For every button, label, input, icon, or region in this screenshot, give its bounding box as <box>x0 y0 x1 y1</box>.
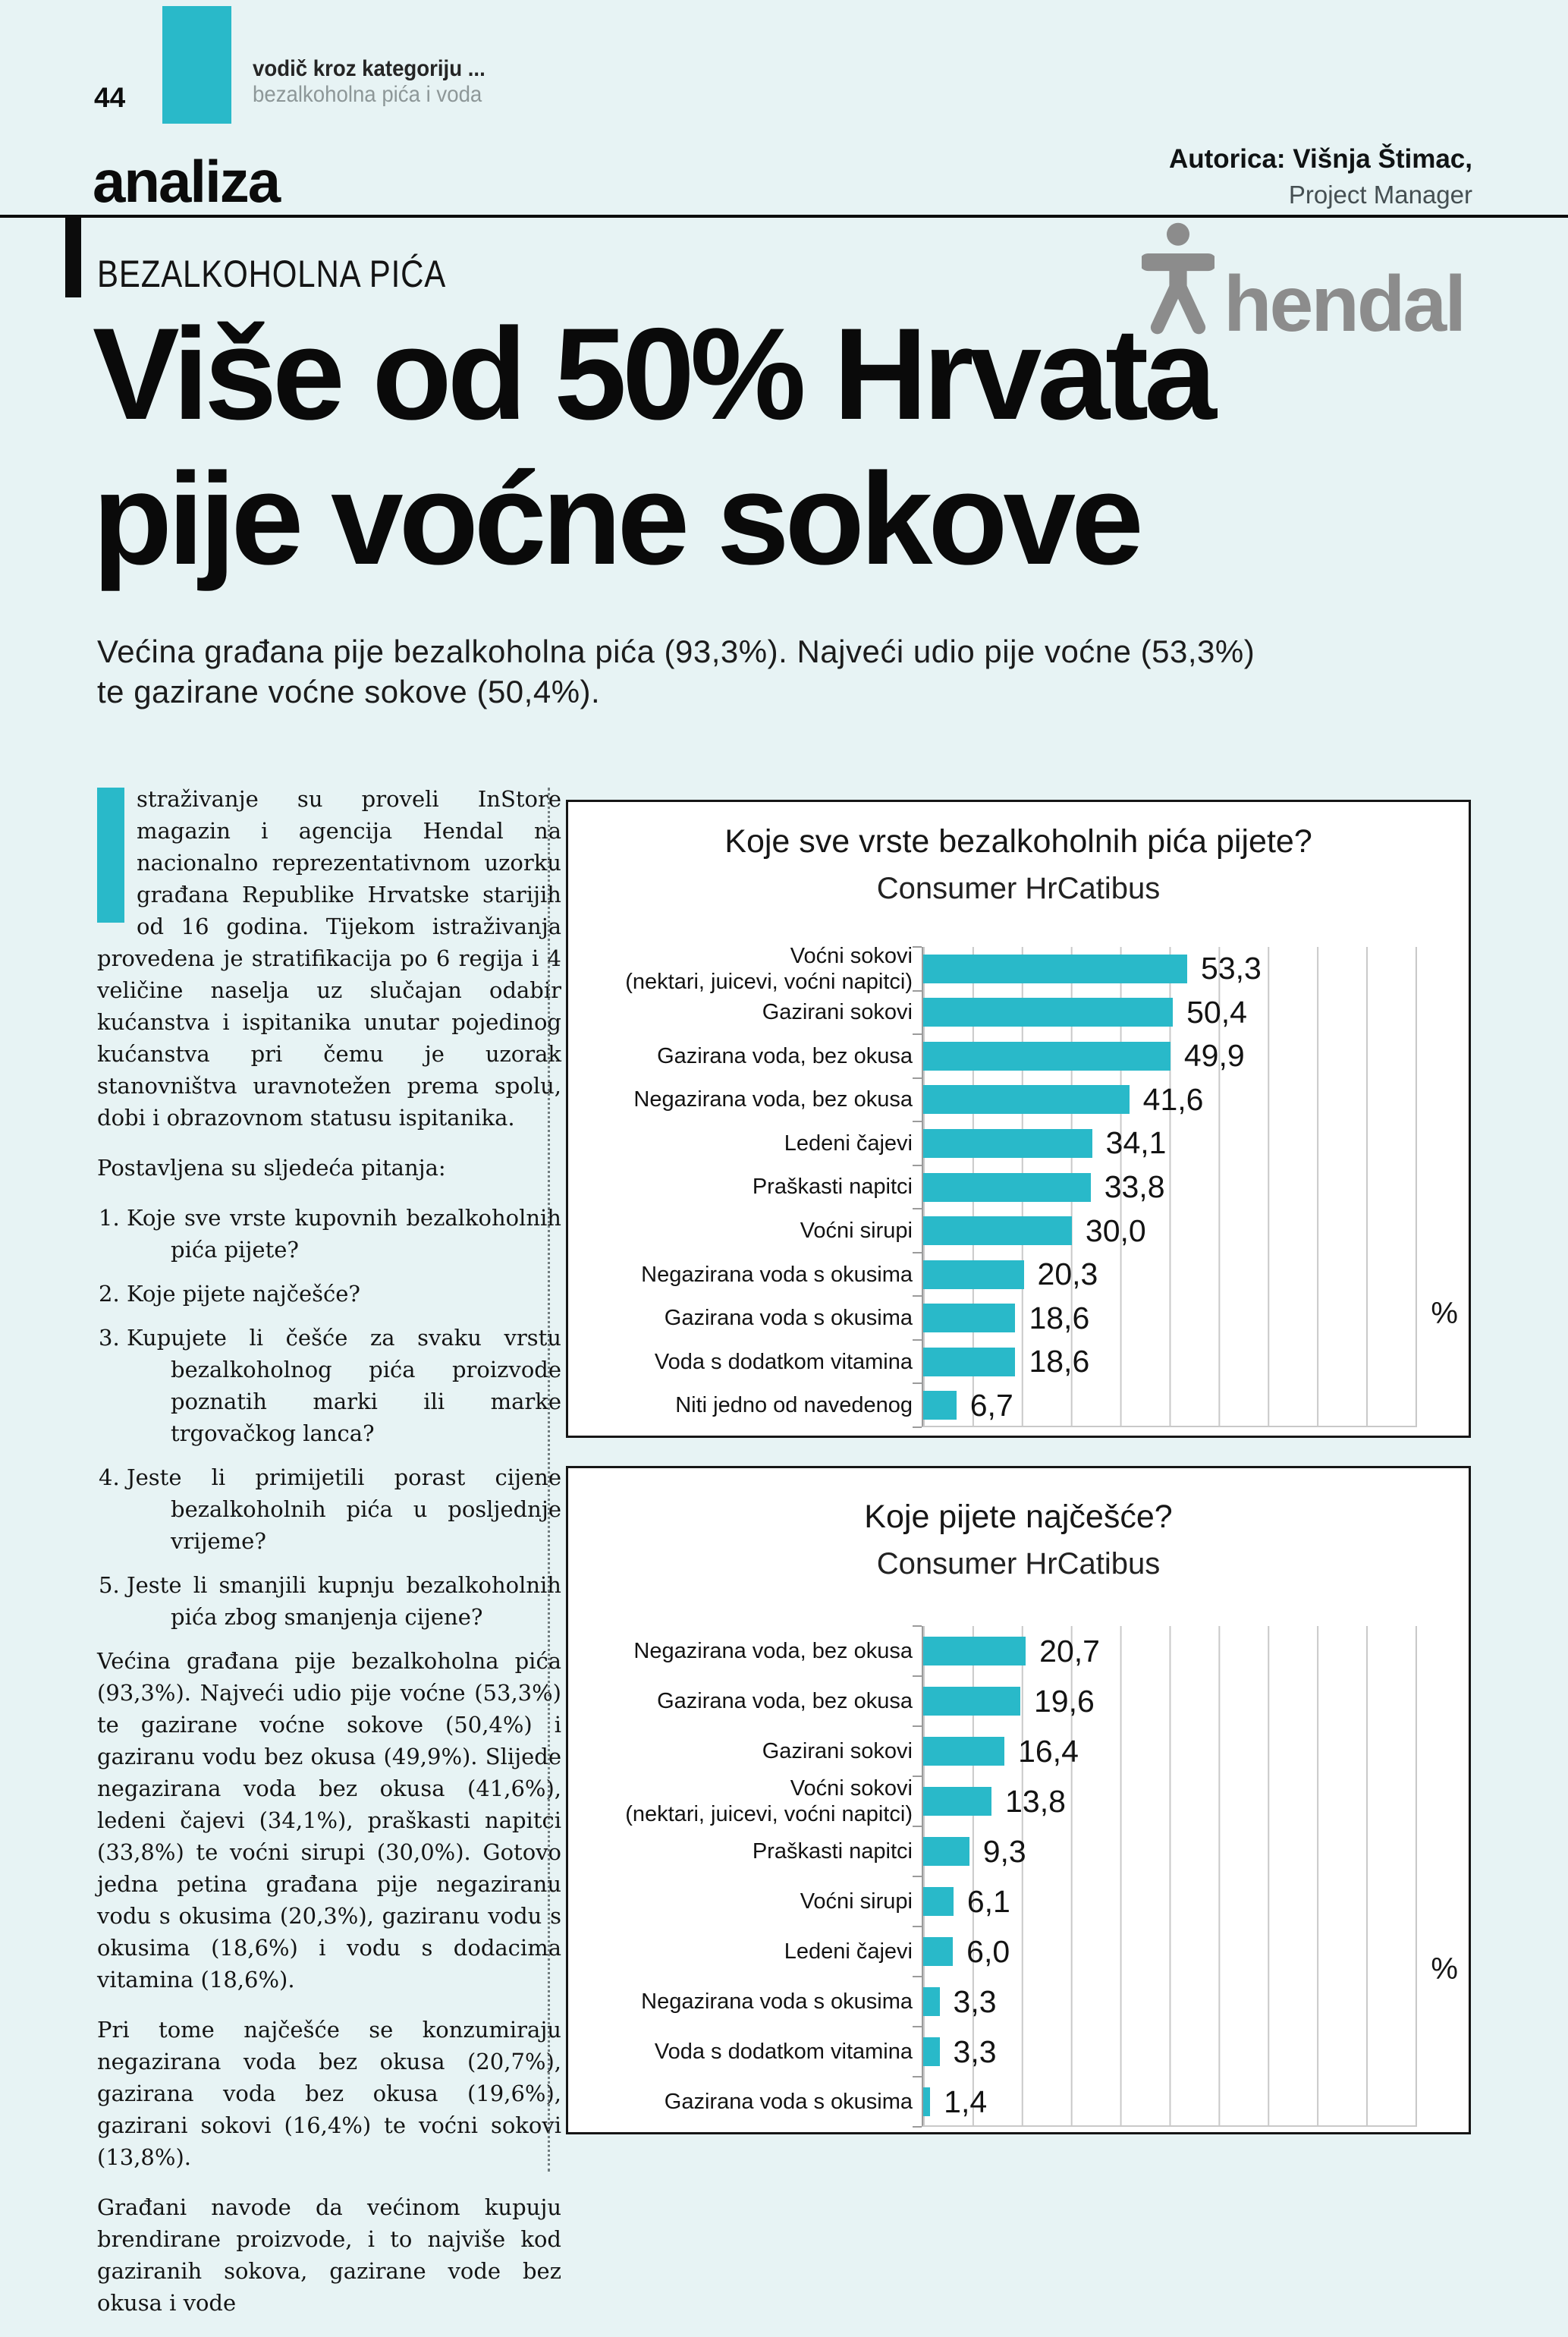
value-label: 1,4 <box>944 2084 988 2119</box>
axis-tick <box>913 1295 922 1297</box>
axis-tick <box>913 2126 922 2128</box>
axis-tick <box>913 946 922 948</box>
value-label: 33,8 <box>1104 1168 1165 1204</box>
article-body-column <box>97 783 561 2337</box>
axis-tick <box>913 1252 922 1253</box>
bar <box>923 1837 969 1866</box>
category-label: Voda s dodatkom vitamina <box>654 2040 913 2064</box>
bar <box>923 1987 940 2016</box>
body-paragraph-1: straživanje su proveli InStore magazin i agencija Hendal na nacionalno reprezentativnom uzorku građana Republike Hrvatske starijih od 16 godina. Tijekom istraživanja provedena je stratifikacija po 6 regija i 4 veličine naselja uz slučajan odabir kućanstva i ispitanika unutar pojedinog kućanstva pri čemu je uzorak stanovništva uravnotežen prema spolu, dobi i obrazovnom statusu ispitanika. <box>97 786 561 1131</box>
category-label: Ledeni čajevi <box>784 1939 913 1964</box>
axis-tick <box>913 1976 922 1977</box>
category-label: Gazirana voda s okusima <box>664 1306 913 1331</box>
chart-box-drink-types <box>566 800 1471 1438</box>
category-label: Gazirana voda, bez okusa <box>657 1043 913 1068</box>
bar <box>923 1787 991 1816</box>
category-label: Voćni sokovi (nektari, juicevi, voćni napitci) <box>625 943 913 994</box>
bar <box>923 1173 1091 1202</box>
axis-tick <box>913 1339 922 1341</box>
category-label: Voćni sokovi (nektari, juicevi, voćni napitci) <box>625 1776 913 1826</box>
category-accent-bar <box>65 215 81 297</box>
bar <box>923 998 1173 1027</box>
teal-accent-square <box>162 6 231 124</box>
axis-tick <box>913 1725 922 1727</box>
category-label: Ledeni čajevi <box>784 1131 913 1156</box>
article-title-line-2: pije voćne sokove <box>93 446 1139 592</box>
category-label: Negazirana voda s okusima <box>641 1989 913 2014</box>
bar <box>923 1887 954 1916</box>
category-label: Negazirana voda s okusima <box>641 1262 913 1287</box>
header-divider <box>0 215 1568 218</box>
questions-intro: Postavljena su sljedeća pitanja: <box>97 1155 446 1181</box>
category-label: Gazirani sokovi <box>762 1739 913 1763</box>
question-number: 2. <box>99 1281 120 1307</box>
axis-tick <box>913 1165 922 1166</box>
axis-tick <box>913 990 922 992</box>
unit-label: % <box>1431 1297 1458 1330</box>
value-label: 16,4 <box>1018 1733 1079 1769</box>
questions-list <box>97 1202 561 1633</box>
question-item: 4. Jeste li primijetili porast cijene bezalkoholnih pića u posljednje vrijeme? <box>97 1461 561 1557</box>
plot-area <box>922 947 1417 1427</box>
bar <box>923 1129 1092 1158</box>
axis-tick <box>913 1826 922 1827</box>
drop-cap-block <box>97 788 124 923</box>
bar <box>923 1687 1020 1716</box>
value-label: 49,9 <box>1183 1038 1245 1074</box>
bar <box>923 1348 1015 1376</box>
bar <box>923 1260 1024 1289</box>
plot-area <box>922 1626 1417 2127</box>
axis-tick <box>913 1776 922 1777</box>
value-label: 18,6 <box>1029 1344 1090 1379</box>
category-label: Voćni sirupi <box>800 1889 913 1914</box>
question-number: 4. <box>99 1464 120 1490</box>
value-label: 3,3 <box>953 2033 997 2069</box>
author-role: Project Manager <box>1288 181 1472 209</box>
bar <box>923 2087 930 2116</box>
bar <box>923 1391 957 1420</box>
category-label: Negazirana voda, bez okusa <box>633 1639 913 1663</box>
bar <box>923 1637 1026 1665</box>
axis-tick <box>913 1926 922 1927</box>
axis-tick <box>913 2076 922 2078</box>
bar <box>923 955 1187 983</box>
chart-box-most-often <box>566 1466 1471 2134</box>
axis-tick <box>913 1121 922 1122</box>
axis-tick <box>913 1675 922 1677</box>
body-paragraph-3: Pri tome najčešće se konzumiraju negazirana voda bez okusa (20,7%), gazirana voda bez okusa (19,6%), gazirani sokovi (16,4%) te voćni sokovi (13,8%). <box>97 2017 561 2170</box>
value-label: 13,8 <box>1005 1783 1066 1819</box>
category-label: Voda s dodatkom vitamina <box>654 1349 913 1374</box>
bar <box>923 1304 1015 1332</box>
article-title <box>93 302 1212 592</box>
question-number: 5. <box>99 1572 120 1598</box>
category-label: Niti jedno od navedenog <box>675 1393 913 1418</box>
category-label: Praškasti napitci <box>752 1839 913 1864</box>
question-item: 2. Koje pijete najčešće? <box>97 1278 561 1310</box>
value-label: 53,3 <box>1201 951 1262 986</box>
value-label: 18,6 <box>1029 1300 1090 1335</box>
category-label: Voćni sirupi <box>800 1219 913 1244</box>
bar <box>923 1085 1130 1114</box>
kicker-line-2: bezalkoholna pića i voda <box>253 82 482 107</box>
value-label: 34,1 <box>1105 1125 1167 1161</box>
bar <box>923 1216 1072 1245</box>
category-label: Negazirana voda, bez okusa <box>633 1087 913 1112</box>
value-label: 20,7 <box>1039 1633 1100 1669</box>
article-title-line-1: Više od 50% Hrvata <box>93 301 1212 447</box>
value-label: 6,7 <box>969 1387 1013 1423</box>
axis-tick <box>913 1033 922 1035</box>
article-lead-line-1: Većina građana pije bezalkoholna pića (93,3%). Najveći udio pije voćne (53,3%) <box>97 634 1255 669</box>
axis-tick <box>913 1876 922 1877</box>
article-lead <box>97 631 1255 712</box>
bar <box>923 1937 953 1966</box>
category-label: Praškasti napitci <box>752 1175 913 1200</box>
axis-tick <box>913 1077 922 1079</box>
chart-title: Koje pijete najčešće? <box>864 1499 1173 1535</box>
hendal-wordmark: hendal <box>1224 259 1465 348</box>
category-label: Gazirana voda, bez okusa <box>657 1689 913 1713</box>
kicker-line-1: vodič kroz kategoriju ... <box>253 56 485 81</box>
author-name: Autorica: Višnja Štimac, <box>1168 144 1472 174</box>
question-item: 5. Jeste li smanjili kupnju bezalkoholnih pića zbog smanjenja cijene? <box>97 1569 561 1633</box>
value-label: 30,0 <box>1085 1213 1146 1248</box>
axis-tick <box>913 1208 922 1209</box>
axis-tick <box>913 1382 922 1384</box>
axis-tick <box>913 1625 922 1627</box>
body-paragraph-2: Većina građana pije bezalkoholna pića (93,3%). Najveći udio pije voćne (53,3%) te gazirane voćne sokove (50,4%) i gaziranu vodu bez okusa (49,9%). Slijede negazirana voda bez okusa (41,6%), ledeni čajevi (34,1%), praškasti napitci (33,8%) te voćni sirupi (30,0%). Gotovo jedna petina građana pije negaziranu vodu s okusima (20,3%), gaziranu vodu s okusima (18,6%) i vodu s dodacima vitamina (18,6%). <box>97 1648 561 1993</box>
value-label: 6,0 <box>966 1933 1010 1969</box>
axis-tick <box>913 2026 922 2027</box>
value-label: 6,1 <box>966 1883 1010 1919</box>
axis-tick <box>913 1426 922 1428</box>
article-lead-line-2: te gazirane voćne sokove (50,4%). <box>97 674 601 709</box>
body-paragraph-4: Građani navode da većinom kupuju brendirane proizvode, i to najviše kod gaziranih sokova, gazirane vode bez okusa i vode <box>97 2194 561 2316</box>
page-number: 44 <box>94 82 126 113</box>
section-title: analiza <box>93 148 280 215</box>
value-label: 20,3 <box>1037 1257 1098 1292</box>
bar <box>923 2037 940 2066</box>
category-label: Gazirana voda s okusima <box>664 2090 913 2114</box>
question-number: 3. <box>99 1325 120 1351</box>
article-category-label: BEZALKOHOLNA PIĆA <box>97 253 447 295</box>
question-number: 1. <box>99 1205 120 1231</box>
value-label: 9,3 <box>982 1833 1026 1869</box>
value-label: 19,6 <box>1033 1683 1095 1719</box>
value-label: 3,3 <box>953 1983 997 2019</box>
question-item: 3. Kupujete li češće za svaku vrstu bezalkoholnog pića proizvode poznatih marki ili marke trgovačkog lanca? <box>97 1322 561 1449</box>
chart-subtitle: Consumer HrCatibus <box>876 1547 1161 1581</box>
unit-label: % <box>1431 1952 1458 1986</box>
chart-subtitle: Consumer HrCatibus <box>876 872 1161 905</box>
value-label: 41,6 <box>1142 1081 1204 1117</box>
column-separator <box>548 788 550 2172</box>
chart-title: Koje sve vrste bezalkoholnih pića pijete? <box>724 823 1312 860</box>
bar <box>923 1042 1171 1071</box>
category-label: Gazirani sokovi <box>762 1000 913 1025</box>
bar <box>923 1737 1004 1766</box>
question-item: 1. Koje sve vrste kupovnih bezalkoholnih pića pijete? <box>97 1202 561 1266</box>
value-label: 50,4 <box>1186 994 1247 1030</box>
